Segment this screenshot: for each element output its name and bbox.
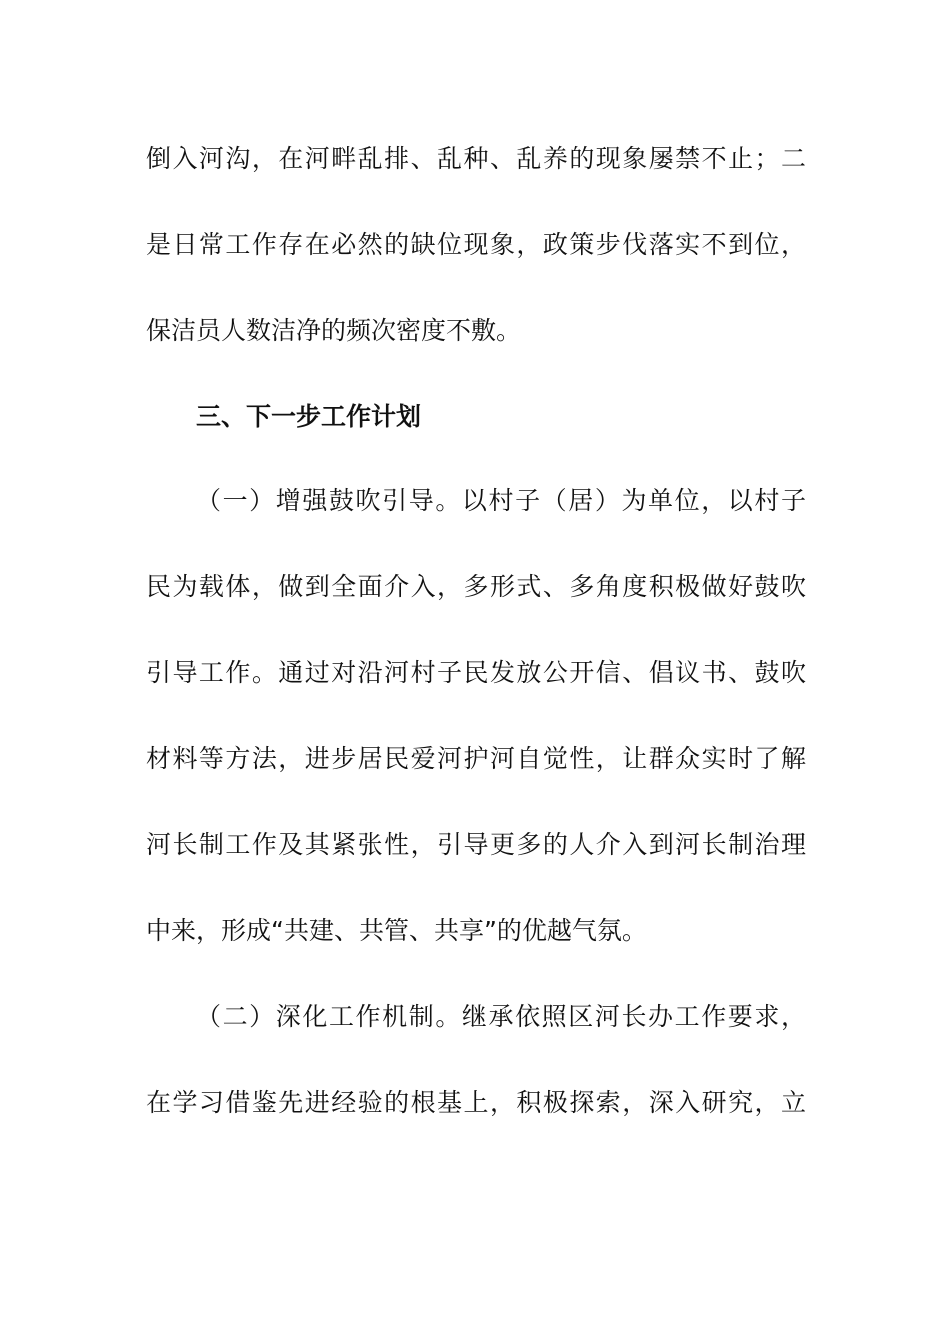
body-text-line: 保洁员人数洁净的频次密度不敷。 — [146, 316, 522, 345]
section-heading: 三、下一步工作计划 — [196, 402, 422, 431]
body-text-line: 引导工作。通过对沿河村子民发放公开信、倡议书、鼓吹 — [146, 658, 806, 687]
body-text-line: 材料等方法，进步居民爱河护河自觉性，让群众实时了解 — [146, 744, 806, 773]
body-text-line: 在学习借鉴先进经验的根基上，积极探索，深入研究，立 — [146, 1088, 806, 1117]
paragraph-first-line: （二）深化工作机制。继承依照区河长办工作要求， — [196, 1002, 806, 1031]
body-text-line: 是日常工作存在必然的缺位现象，政策步伐落实不到位， — [146, 230, 806, 259]
body-text-line: 中来，形成“共建、共管、共享”的优越气氛。 — [146, 916, 647, 945]
body-text-line: 河长制工作及其紧张性，引导更多的人介入到河长制治理 — [146, 830, 806, 859]
paragraph-first-line: （一）增强鼓吹引导。以村子（居）为单位，以村子 — [196, 486, 806, 515]
body-text-line: 倒入河沟，在河畔乱排、乱种、乱养的现象屡禁不止；二 — [146, 144, 806, 173]
body-text-line: 民为载体，做到全面介入，多形式、多角度积极做好鼓吹 — [146, 572, 806, 601]
